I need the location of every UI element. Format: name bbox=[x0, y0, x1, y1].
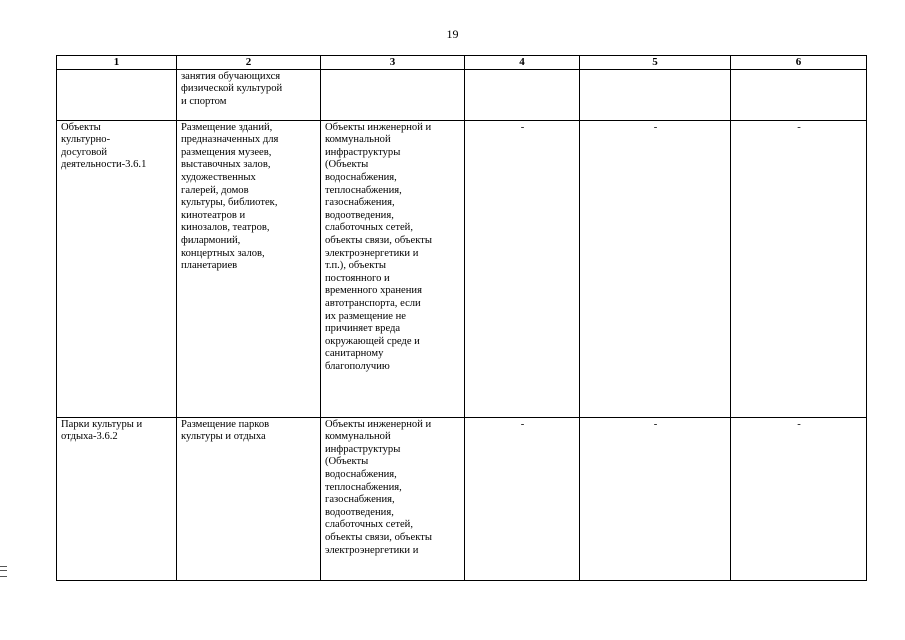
table-row bbox=[57, 417, 867, 580]
cell-text: Размещение зданий, предназначенных для размещения музеев, выставочных залов, художественных галерей, домов культуры, библиотек, кинотеатров и кинозалов, театров, филармоний, концертных залов, планетариев bbox=[181, 121, 279, 272]
table-cell bbox=[57, 69, 177, 120]
table-row bbox=[57, 69, 867, 120]
table-cell bbox=[321, 69, 465, 120]
table-cell bbox=[731, 417, 867, 580]
column-header-5: 5 bbox=[580, 56, 731, 70]
table-cell bbox=[57, 120, 177, 417]
table-cell bbox=[57, 417, 177, 580]
cell-text: - bbox=[653, 121, 658, 133]
table-cell bbox=[465, 120, 580, 417]
column-header-4: 4 bbox=[465, 56, 580, 70]
table-cell bbox=[177, 120, 321, 417]
cell-text: занятия обучающихся физической культурой и спортом bbox=[181, 70, 283, 107]
table-cell bbox=[580, 120, 731, 417]
column-header-1: 1 bbox=[57, 56, 177, 70]
table-cell bbox=[731, 120, 867, 417]
cell-text: Парки культуры и отдыха-3.6.2 bbox=[61, 418, 143, 443]
table-cell bbox=[321, 120, 465, 417]
page-number: 19 bbox=[446, 27, 459, 41]
column-header-6: 6 bbox=[731, 56, 867, 70]
column-header-2: 2 bbox=[177, 56, 321, 70]
table-cell bbox=[465, 69, 580, 120]
cell-text: Размещение парков культуры и отдыха bbox=[181, 418, 270, 443]
cell-text: Объекты инженерной и коммунальной инфраструктуры (Объекты водоснабжения, теплоснабжения, газоснабжения, водоотведения, слаботочных сетей, объекты связи, объекты электроэнергетики и т.п.), объекты постоянного и временного хранения автотранспорта, если их размещение не причиняет вреда окружающей среде и санитарному благополучию bbox=[325, 121, 432, 372]
table-cell bbox=[731, 69, 867, 120]
table-cell bbox=[465, 417, 580, 580]
scan-edge-mark bbox=[0, 566, 7, 577]
cell-text: - bbox=[797, 121, 801, 133]
cell-text: - bbox=[797, 418, 801, 430]
table-cell bbox=[580, 417, 731, 580]
cell-text: - bbox=[653, 418, 658, 430]
cell-text: Объекты инженерной и коммунальной инфраструктуры (Объекты водоснабжения, теплоснабжения, газоснабжения, водоотведения, слаботочных сетей, объекты связи, объекты электроэнергетики и bbox=[325, 418, 432, 556]
table-cell bbox=[321, 417, 465, 580]
table-cell bbox=[177, 417, 321, 580]
column-header-3: 3 bbox=[321, 56, 465, 70]
table-row bbox=[57, 120, 867, 417]
zoning-table bbox=[56, 55, 867, 581]
table-cell bbox=[177, 69, 321, 120]
cell-text: - bbox=[520, 121, 525, 133]
table-cell bbox=[580, 69, 731, 120]
table-header-row bbox=[57, 56, 867, 70]
cell-text: - bbox=[520, 418, 525, 430]
cell-text: Объекты культурно- досуговой деятельности-3.6.1 bbox=[61, 121, 147, 171]
